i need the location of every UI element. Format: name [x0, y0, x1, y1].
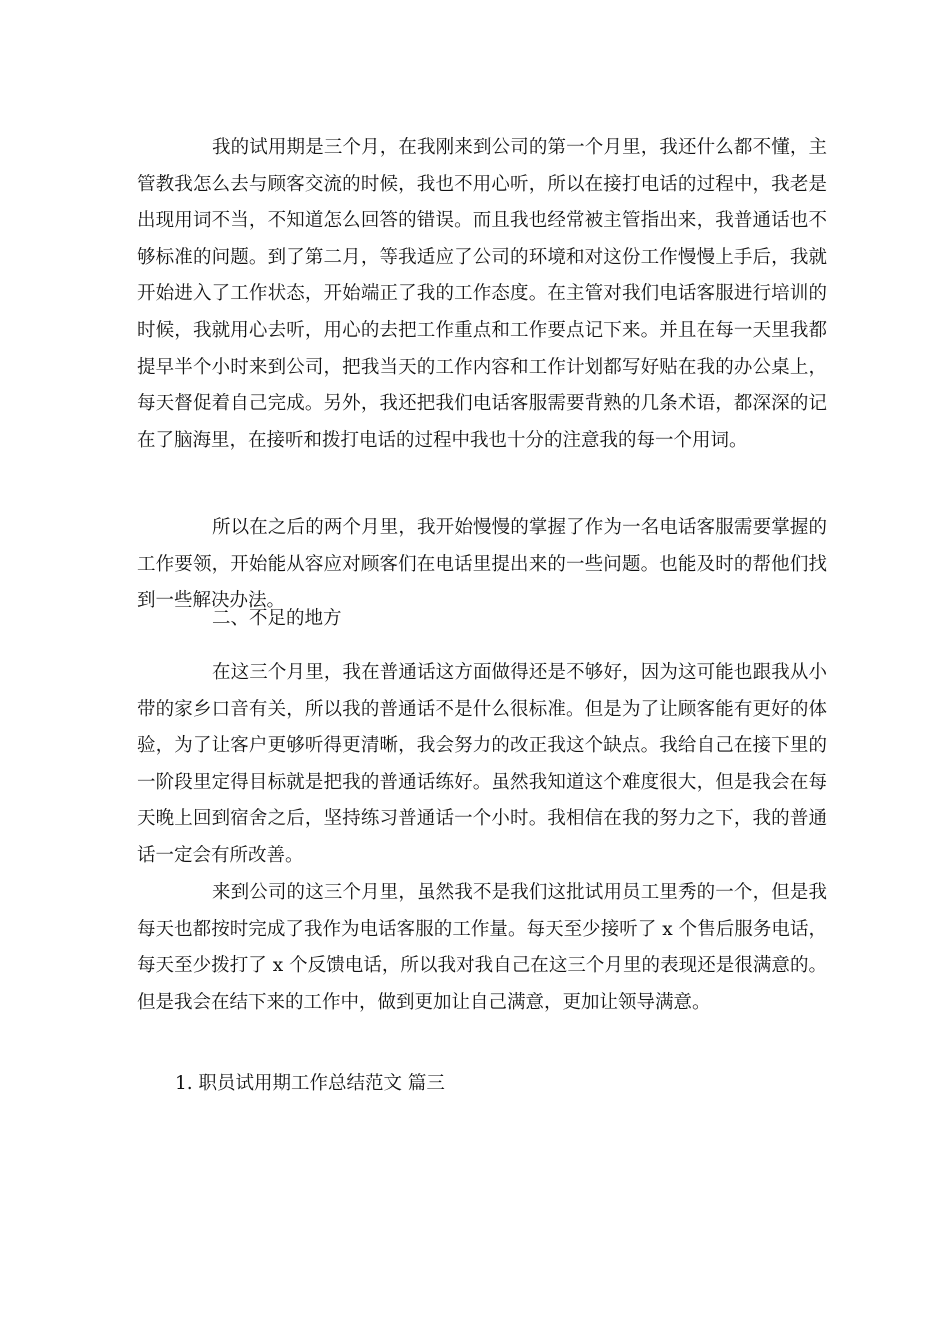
section-heading-shortcomings: 二、不足的地方 [212, 608, 342, 629]
paragraph-mandarin-improvement: 在这三个月里，我在普通话这方面做得还是不够好，因为这可能也跟我从小带的家乡口音有关，所以我的普通话不是什么很标准。但是为了让顾客能有更好的体验，为了让客户更够听得更清晰，我会努力的改正我这个缺点。我给自己在接下里的一阶段里定得目标就是把我的普通话练好。虽然我知道这个难度很大，但是我会在每天晚上回到宿舍之后，坚持练习普通话一个小时。我相信在我的努力之下，我的普通话一定会有所改善。 [137, 662, 827, 866]
paragraph-mastery: 所以在之后的两个月里，我开始慢慢的掌握了作为一名电话客服需要掌握的工作要领，开始能从容应对顾客们在电话里提出来的一些问题。也能及时的帮他们找到一些解决办法。 [137, 517, 827, 612]
paragraph-probation-experience: 我的试用期是三个月，在我刚来到公司的第一个月里，我还什么都不懂，主管教我怎么去与顾客交流的时候，我也不用心听，所以在接打电话的过程中，我老是出现用词不当，不知道怎么回答的错误。而且我也经常被主管指出来，我普通话也不够标准的问题。到了第二月，等我适应了公司的环境和对这份工作慢慢上手后，我就开始进入了工作状态，开始端正了我的工作态度。在主管对我们电话客服进行培训的时候，我就用心去听，用心的去把工作重点和工作要点记下来。并且在每一天里我都提早半个小时来到公司，把我当天的工作内容和工作计划都写好贴在我的办公桌上，每天督促着自己完成。另外，我还把我们电话客服需要背熟的几条术语，都深深的记在了脑海里，在接听和拨打电话的过程中我也十分的注意我的每一个用词。 [137, 137, 827, 451]
paragraph-workload-summary: 来到公司的这三个月里，虽然我不是我们这批试用员工里秀的一个，但是我每天也都按时完成了我作为电话客服的工作量。每天至少接听了 x 个售后服务电话，每天至少拨打了 x 个反馈电话，所以我对我自己在这三个月里的表现还是很满意的。但是我会在结下来的工作中，做到更加让自己满意，更加让领导满意。 [137, 882, 827, 1013]
section-heading-article-three: 1. 职员试用期工作总结范文 篇三 [175, 1073, 445, 1094]
